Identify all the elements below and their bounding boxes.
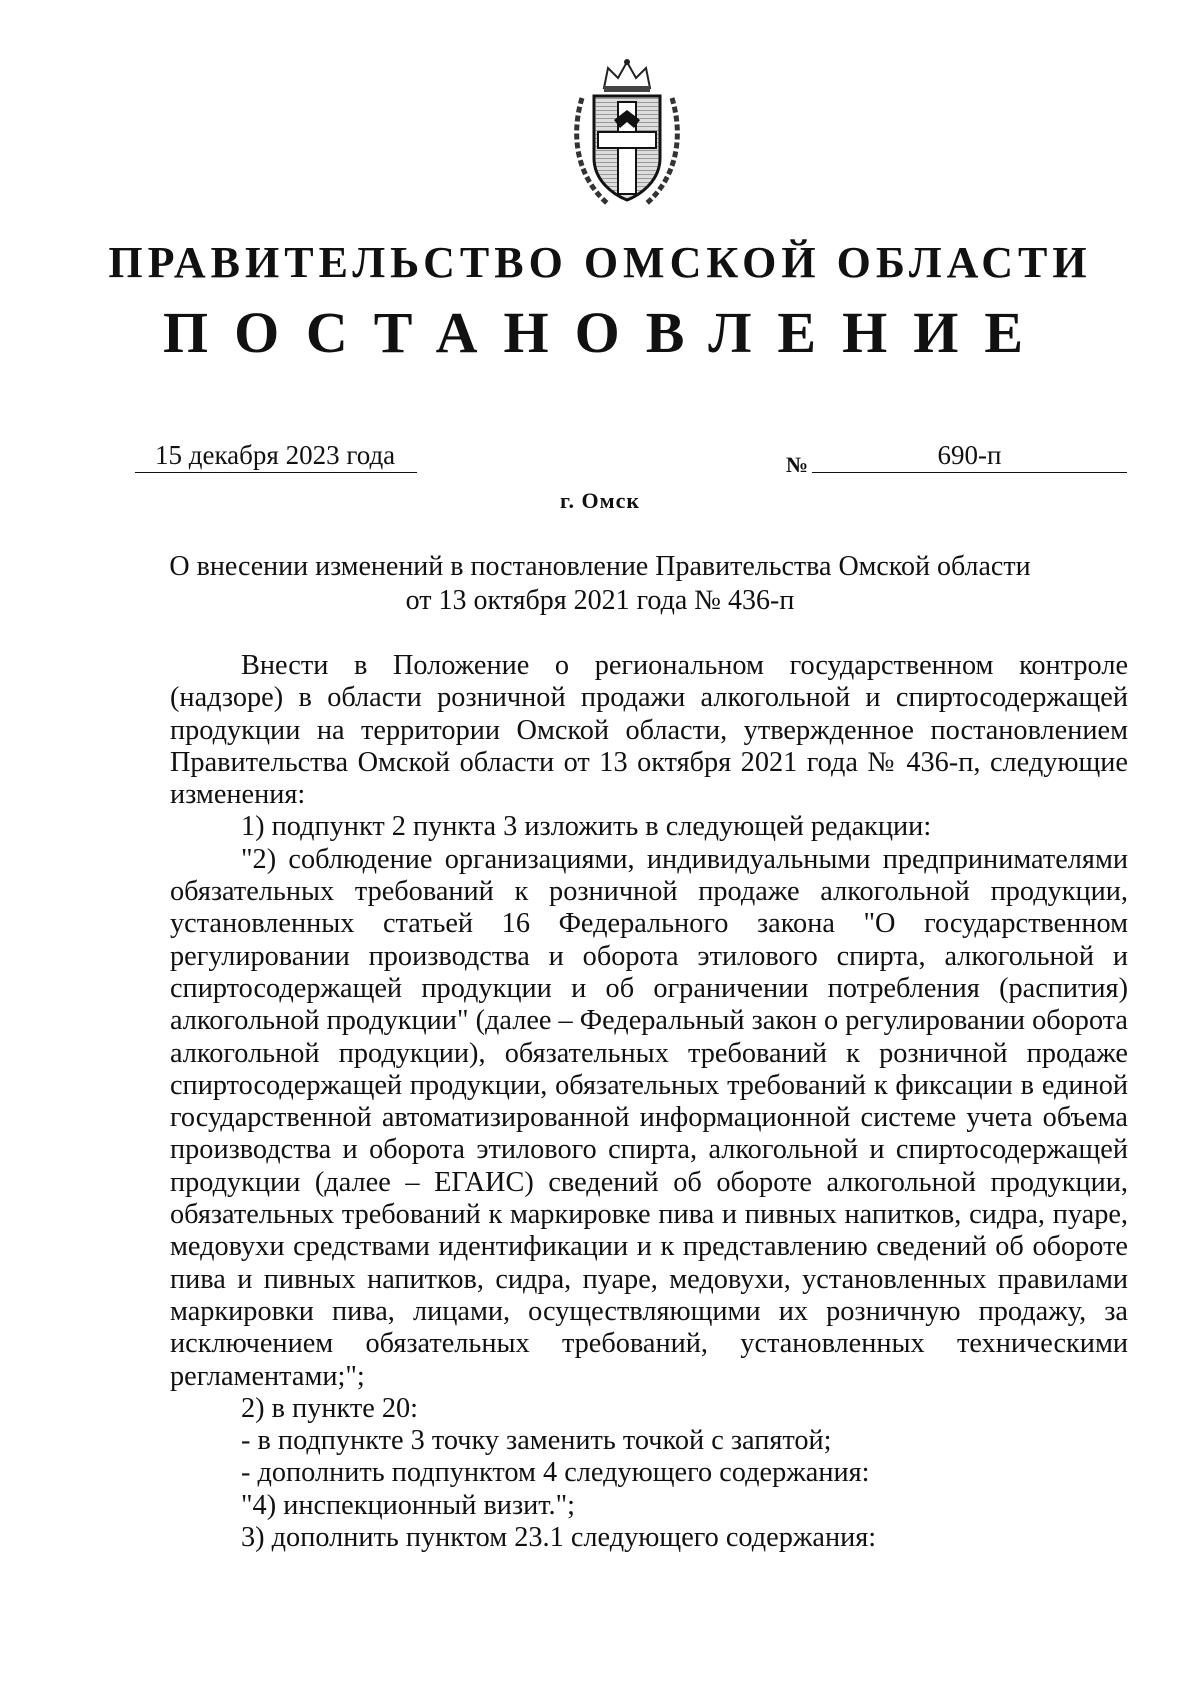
subject-line-1: О внесении изменений в постановление Правительства Омской области [169, 551, 1031, 582]
paragraph-item-1: 1) подпункт 2 пункта 3 изложить в следующей редакции: [241, 811, 932, 843]
coat-of-arms-icon [568, 58, 686, 210]
number-sign: № [786, 452, 809, 477]
paragraph-item-3: 3) дополнить пунктом 23.1 следующего содержания: [241, 1522, 877, 1554]
document-body [170, 650, 1128, 1554]
paragraph-sub-2: - дополнить подпунктом 4 следующего содержания: [241, 1457, 870, 1489]
paragraph-item-2: 2) в пункте 20: [241, 1392, 419, 1424]
paragraph-quoted-text: "2) соблюдение организациями, индивидуальными предпринимателями обязательных требований к розничной продаже алкогольной продукции, установленных статьей 16 Федерального закона "О государственном регулировании производства и оборота этилового спирта, алкогольной и спиртосодержащей продукции и об ограничении потребления (распития) алкогольной продукции" (далее – Федеральный закон о регулировании оборота алкогольной продукции), обязательных требований к розничной продаже спиртосодержащей продукции, обязательных требований к фиксации в единой государственной автоматизированной информационной системе учета объема производства и оборота этилового спирта, алкогольной и спиртосодержащей продукции (далее – ЕГАИС) сведений об обороте алкогольной продукции, обязательных требований к маркировке пива и пивных напитков, сидра, пуаре, медовухи средствами идентификации и к представлению сведений об обороте пива и пивных напитков, сидра, пуаре, медовухи, установленных правилами маркировки пива, лицами, осуществляющими их розничную продажу, за исключением обязательных требований, установленных техническими регламентами;"; [170, 843, 1128, 1392]
paragraph-intro: Внести в Положение о региональном государственном контроле (надзоре) в области розничной продажи алкогольной и спиртосодержащей продукции на территории Омской области, утвержденное постановлением Правительства Омской области от 13 октября 2021 года № 436-п, следующие изменения: [170, 650, 1128, 811]
document-subject [140, 550, 1060, 618]
subject-line-2: от 13 октября 2021 года № 436-п [405, 585, 795, 616]
paragraph-quote-2: "4) инспекционный визит."; [241, 1489, 575, 1521]
organization-title: ПРАВИТЕЛЬСТВО ОМСКОЙ ОБЛАСТИ [108, 238, 1092, 287]
document-type-title: ПОСТАНОВЛЕНИЕ [162, 300, 1050, 365]
document-number-field [812, 438, 1127, 473]
document-date-field [135, 438, 417, 473]
city-label: г. Омск [559, 488, 641, 513]
document-date: 15 декабря 2023 года [155, 440, 396, 470]
paragraph-sub-1: - в подпункте 3 точку заменить точкой с запятой; [241, 1425, 832, 1457]
document-number: 690-п [937, 440, 1002, 470]
